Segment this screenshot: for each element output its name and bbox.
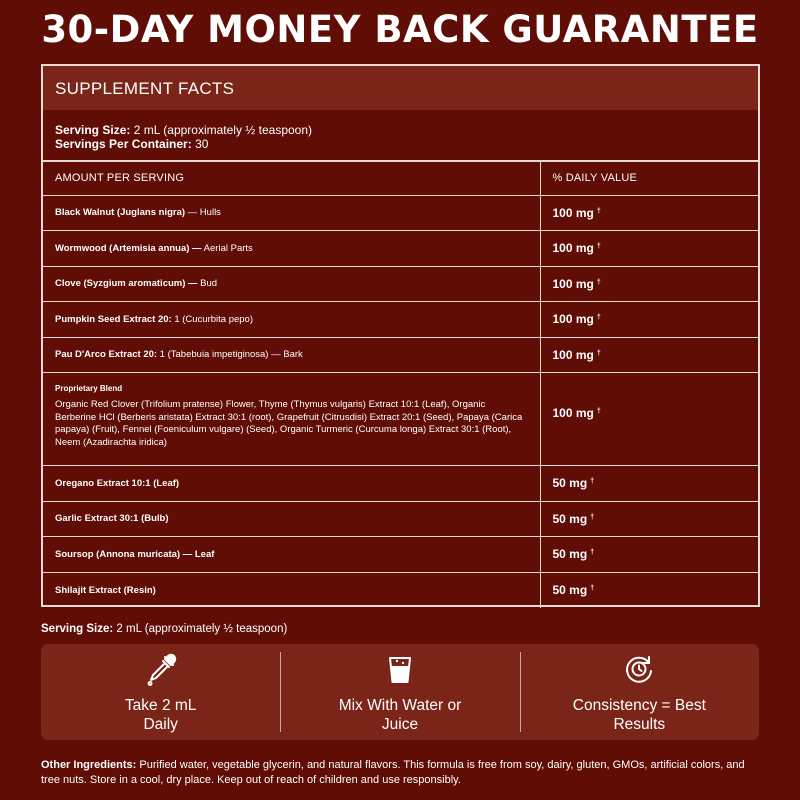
daily-value: 100 mg (552, 276, 594, 291)
daily-value: 50 mg (552, 511, 588, 526)
dagger-mark: † (596, 243, 601, 251)
column-header-daily-value: % DAILY VALUE (540, 161, 758, 195)
servings-per-container (55, 137, 746, 151)
ingredient-name: Wormwood (Artemisia annua) — (55, 242, 202, 254)
table-row (43, 266, 758, 302)
step-label: Consistency = Best Results (572, 697, 706, 733)
dagger-mark: † (590, 513, 595, 521)
ingredient-part: — Hulls (185, 207, 221, 219)
ingredient-part: 1 (Tabebuia impetiginosa) — Bark (157, 349, 303, 361)
dagger-mark: † (590, 585, 595, 592)
step-take (41, 644, 280, 740)
serving-note-value: 2 mL (approximately ½ teaspoon) (116, 623, 288, 635)
table-row (43, 501, 758, 537)
servings-per-container-label: Servings Per Container: (55, 137, 192, 151)
dagger-mark: † (590, 478, 595, 486)
facts-title: SUPPLEMENT FACTS (43, 66, 758, 110)
proprietary-blend-row (43, 373, 758, 466)
step-consistency (520, 644, 759, 740)
step-label: Take 2 mL Daily (124, 697, 197, 733)
ingredient-name: Soursop (Annona muricata) — Leaf (55, 548, 215, 560)
ingredient-name: Clove (Syzgium aromaticum) — (55, 278, 198, 290)
dagger-mark: † (596, 349, 601, 357)
table-row (43, 466, 758, 502)
ingredient-name: Pau D'Arco Extract 20: (55, 349, 158, 361)
dropper-icon (144, 652, 178, 686)
serving-size-note (41, 623, 287, 635)
facts-table (43, 160, 758, 608)
dagger-mark: † (596, 278, 601, 286)
daily-value: 50 mg (552, 583, 588, 597)
clock-refresh-icon (622, 652, 656, 686)
daily-value: 50 mg (552, 547, 588, 562)
serving-size-value: 2 mL (approximately ½ teaspoon) (133, 123, 313, 137)
blend-title: Proprietary Blend (55, 384, 123, 393)
daily-value: 100 mg (552, 241, 594, 256)
column-header-amount: AMOUNT PER SERVING (43, 161, 540, 195)
supplement-facts-panel (41, 64, 760, 607)
other-ingredients (41, 758, 761, 788)
dagger-mark: † (596, 207, 601, 215)
blend-ingredients: Organic Red Clover (Trifolium pratense) Flower, Thyme (Thymus vulgaris) Extract 10:1 (Leaf), Organic Berberine HCl (Berberis aristata) Extract 30:1 (root), Grapefruit (Citrusdisi) Extract 20:1 (Seed), Papaya (Carica papaya) (Fruit), Fennel (Foeniculum vulgare) (Seed), Organic Turmeric (Curcuma longa) Extract 30:1 (Root), Neem (Azadirachta iridica) (55, 399, 523, 448)
daily-value: 100 mg (552, 312, 594, 327)
ingredient-part: Bud (197, 278, 218, 290)
ingredient-name: Garlic Extract 30:1 (Bulb) (55, 513, 169, 525)
step-mix (280, 644, 519, 740)
ingredient-part: 1 (Cucurbita pepo) (171, 313, 254, 325)
ingredient-name: Black Walnut (Juglans nigra) (55, 207, 186, 219)
table-header-row (43, 161, 758, 195)
daily-value: 100 mg (552, 205, 594, 220)
daily-value: 50 mg (552, 476, 588, 491)
serving-note-label: Serving Size: (41, 623, 114, 635)
ingredient-name: Pumpkin Seed Extract 20: (55, 313, 172, 325)
dagger-mark: † (596, 408, 601, 415)
table-row (43, 572, 758, 608)
table-row (43, 195, 758, 231)
daily-value: 100 mg (552, 347, 594, 362)
serving-size (55, 123, 746, 137)
glass-icon (383, 652, 417, 686)
table-row (43, 337, 758, 373)
step-label: Mix With Water or Juice (338, 697, 462, 733)
other-ingredients-text: Purified water, vegetable glycerin, and natural flavors. This formula is free from soy, dairy, gluten, GMOs, artificial colors, and tree nuts. Store in a cool, dry place. Keep out of reach of children and use responsibly. (41, 759, 745, 786)
usage-steps (41, 644, 759, 740)
table-row (43, 537, 758, 573)
table-row (43, 302, 758, 338)
serving-size-label: Serving Size: (55, 123, 131, 137)
table-row (43, 231, 758, 267)
dagger-mark: † (596, 314, 601, 322)
headline: 30-DAY MONEY BACK GUARANTEE (41, 8, 759, 51)
servings-per-container-value: 30 (195, 137, 209, 151)
ingredient-name: Shilajit Extract (Resin) (55, 584, 156, 596)
daily-value: 100 mg (552, 406, 594, 420)
other-ingredients-label: Other Ingredients: (41, 759, 137, 771)
ingredient-name: Oregano Extract 10:1 (Leaf) (55, 477, 180, 489)
dagger-mark: † (590, 549, 595, 557)
ingredient-part: Aerial Parts (201, 242, 253, 254)
